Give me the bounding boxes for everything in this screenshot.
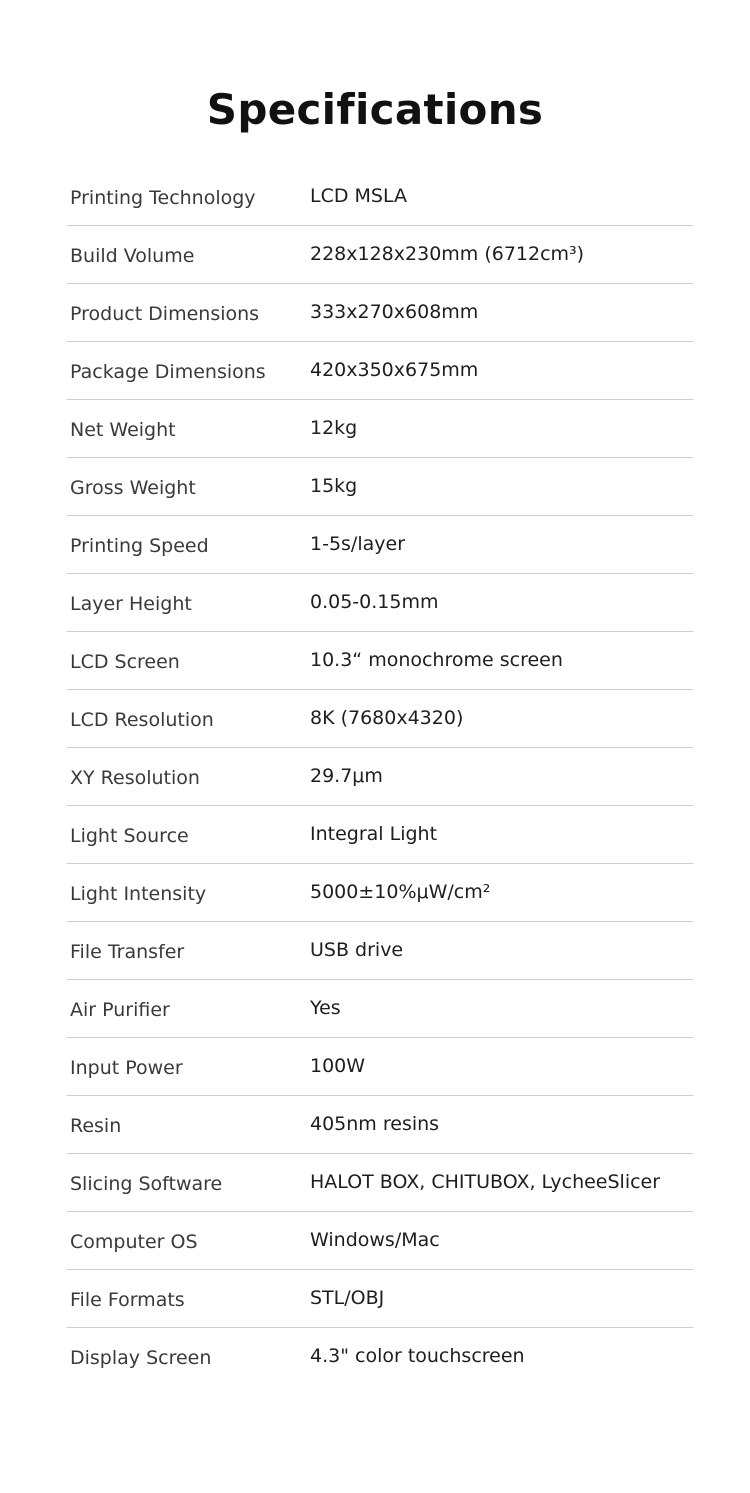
spec-label: Net Weight: [70, 418, 176, 441]
spec-value: Windows/Mac: [310, 1228, 440, 1251]
spec-value: 333x270x608mm: [310, 300, 479, 323]
spec-value: 15kg: [310, 474, 358, 497]
spec-value: 10.3“ monochrome screen: [310, 648, 563, 671]
spec-row-input-power: [67, 1038, 693, 1096]
spec-label: File Formats: [70, 1288, 185, 1311]
spec-label: Input Power: [70, 1056, 183, 1079]
spec-label: Computer OS: [70, 1230, 198, 1253]
spec-value: 405nm resins: [310, 1112, 440, 1135]
page-title: Specifications: [206, 85, 544, 134]
spec-row-lcd-resolution: [67, 690, 693, 748]
spec-row-resin: [67, 1096, 693, 1154]
spec-row-package-dimensions: [67, 342, 693, 400]
spec-row-printing-technology: [67, 168, 693, 226]
spec-label: Resin: [70, 1114, 122, 1137]
spec-label: Layer Height: [70, 592, 192, 615]
spec-label: Light Intensity: [70, 882, 207, 905]
spec-row-light-intensity: [67, 864, 693, 922]
spec-row-computer-os: [67, 1212, 693, 1270]
spec-row-light-source: [67, 806, 693, 864]
spec-value: 4.3" color touchscreen: [310, 1345, 525, 1367]
spec-row-layer-height: [67, 574, 693, 632]
spec-row-product-dimensions: [67, 284, 693, 342]
spec-value: USB drive: [310, 938, 404, 961]
spec-label: Printing Speed: [70, 534, 209, 557]
spec-row-xy-resolution: [67, 748, 693, 806]
spec-row-printing-speed: [67, 516, 693, 574]
spec-value: Integral Light: [310, 822, 438, 845]
spec-value: 0.05-0.15mm: [310, 590, 439, 613]
spec-label: Air Purifier: [70, 998, 170, 1021]
spec-value: Yes: [310, 996, 341, 1019]
spec-row-display-screen: [67, 1328, 693, 1386]
spec-value: 5000±10%μW/cm²: [310, 880, 491, 903]
spec-label: Printing Technology: [70, 186, 256, 209]
spec-row-slicing-software: [67, 1154, 693, 1212]
spec-row-lcd-screen: [67, 632, 693, 690]
spec-row-air-purifier: [67, 980, 693, 1038]
spec-row-net-weight: [67, 400, 693, 458]
spec-label: LCD Screen: [70, 650, 180, 673]
spec-value: 8K (7680x4320): [310, 706, 464, 729]
spec-label: Build Volume: [70, 244, 195, 267]
spec-row-file-transfer: [67, 922, 693, 980]
spec-label: Slicing Software: [70, 1172, 223, 1195]
spec-value: 12kg: [310, 416, 358, 439]
spec-value: HALOT BOX, CHITUBOX, LycheeSlicer: [310, 1170, 661, 1193]
spec-row-file-formats: [67, 1270, 693, 1328]
spec-value: 1-5s/layer: [310, 532, 405, 555]
spec-row-gross-weight: [67, 458, 693, 516]
spec-label: Light Source: [70, 824, 189, 847]
spec-value: LCD MSLA: [310, 184, 407, 207]
spec-label: Display Screen: [70, 1347, 212, 1369]
spec-value: STL/OBJ: [310, 1286, 385, 1309]
spec-label: Package Dimensions: [70, 360, 266, 383]
spec-value: 420x350x675mm: [310, 358, 479, 381]
spec-label: Product Dimensions: [70, 302, 260, 325]
spec-label: Gross Weight: [70, 476, 196, 499]
spec-label: LCD Resolution: [70, 708, 214, 731]
spec-table: [67, 168, 693, 1386]
spec-label: XY Resolution: [70, 766, 200, 789]
spec-value: 100W: [310, 1054, 366, 1077]
spec-label: File Transfer: [70, 940, 185, 963]
spec-value: 228x128x230mm (6712cm³): [310, 242, 585, 265]
spec-value: 29.7μm: [310, 764, 383, 787]
spec-row-build-volume: [67, 226, 693, 284]
